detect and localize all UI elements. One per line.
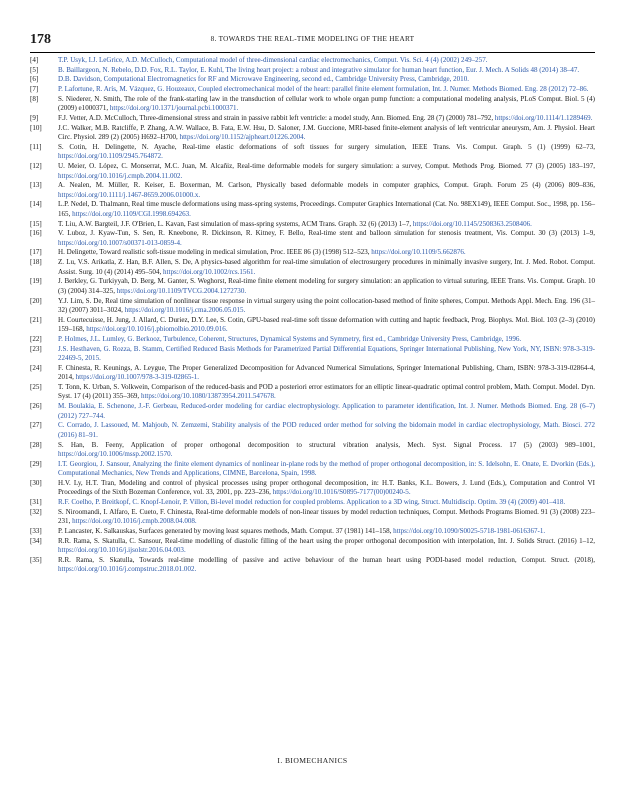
reference-list <box>30 56 595 575</box>
reference-number: [19] <box>30 277 42 286</box>
reference-doi-link[interactable]: https://doi.org/10.1152/ajpheart.01226.2004. <box>179 133 306 142</box>
reference-number: [27] <box>30 421 42 430</box>
reference-text: V. Luboz, J. Kyaw-Tun, S. Sen, R. Kneebone, R. Dickinson, R. Kitney, F. Bello, Real-time stent and balloon simulation for stenosis treatment, Vis. Comput. 30 (3) (2013) 1–9, <box>58 229 595 238</box>
reference-number: [9] <box>30 113 39 122</box>
reference-doi-link[interactable]: https://doi.org/10.1109/TVCG.2004.1272730. <box>116 286 247 295</box>
reference-text: S. Han, B. Feeny, Application of proper orthogonal decomposition to structural vibration analysis, Mech. Syst. Signal Process. 17 (5) (2003) 989–1001, <box>58 440 595 449</box>
reference-number: [23] <box>30 344 42 353</box>
reference-number: [15] <box>30 219 42 228</box>
reference-text: A. Nealen, M. Müller, R. Keiser, E. Boxerman, M. Carlson, Physically based deformable models in computer graphics, Comput. Graph. Forum 25 (4) (2006) 809–836, <box>58 181 595 190</box>
reference-item[interactable] <box>30 75 595 85</box>
footer-title: I. BIOMECHANICS <box>277 756 348 765</box>
reference-item <box>30 316 595 335</box>
reference-text: J.C. Walker, M.B. Ratcliffe, P. Zhang, A.W. Wallace, B. Fata, E.W. Hsu, D. Saloner, J.M. Guccione, MRI-based finite-element analysis of left ventricular aneurysm, Am. J. Physiol. Heart Circ. Physiol. 289 (2) (2005) H692–H700, <box>58 123 595 142</box>
reference-text: S. Niederer, N. Smith, The role of the frank-starling law in the transduction of cellular work to whole organ pump function: a computational modeling analysis, PLoS Comput. Biol. 5 (4) (2009) e1000371, <box>58 94 595 113</box>
page-header <box>30 32 595 48</box>
reference-number: [13] <box>30 181 42 190</box>
reference-text: H. Courtecuisse, H. Jung, J. Allard, C. Duriez, D.Y. Lee, S. Cotin, GPU-based real-time soft tissue deformation with cutting and haptic feedback, Prog. Biophys. Mol. Biol. 103 (2–3) (2010) 159–168, <box>58 315 595 334</box>
reference-text[interactable]: R.F. Coelho, P. Breitkopf, C. Knopf-Lenoir, P. Villon, Bi-level model reduction for coupled problems. Application to a 3D wing, Struct. Multidiscip. Optim. 39 (4) (2009) 401–418. <box>58 498 566 507</box>
reference-item <box>30 441 595 460</box>
reference-doi-link[interactable]: https://doi.org/10.1007/978-3-319-02865-1. <box>75 373 200 382</box>
reference-number: [5] <box>30 65 39 74</box>
reference-number: [34] <box>30 536 42 545</box>
reference-item[interactable] <box>30 421 595 440</box>
reference-number: [18] <box>30 258 42 267</box>
reference-doi-link[interactable]: https://doi.org/10.1080/13873954.2011.547678. <box>140 392 276 401</box>
reference-number: [31] <box>30 498 42 507</box>
reference-item <box>30 114 595 124</box>
reference-doi-link[interactable]: https://doi.org/10.1016/j.cmpb.2008.04.008. <box>72 517 197 526</box>
reference-text: J. Berkley, G. Turkiyyah, D. Berg, M. Ganter, S. Weghorst, Real-time finite element modeling for surgery simulation: an application to virtual suturing, IEEE Trans. Vis. Comput. Graph. 10 (3) (2004) 314–325, <box>58 277 595 295</box>
header-rule <box>30 52 595 53</box>
reference-number: [14] <box>30 200 42 209</box>
reference-text: H.V. Ly, H.T. Tran, Modeling and control of physical processes using proper orthogonal decomposition, in: H.T. Banks, K.L. Bowers, J. Lund (Eds.), Computation and Control VI Proceedings of the Sixth Bozeman Conference, vol. 33, 2001, pp. 223–236, <box>58 478 595 497</box>
reference-item[interactable] <box>30 460 595 479</box>
reference-item[interactable] <box>30 335 595 345</box>
reference-number: [4] <box>30 56 39 64</box>
reference-text: R.R. Rama, S. Skatulla, C. Sansour, Real-time modelling of diastolic filling of the heart using the proper orthogonal decomposition with interpolation, Int. J. Solids Struct. (2016) 1–12, <box>58 536 595 545</box>
reference-doi-link[interactable]: https://doi.org/10.1016/j.pbiomolbio.2010.09.016. <box>86 325 228 334</box>
reference-item <box>30 95 595 114</box>
reference-item <box>30 297 595 316</box>
reference-text[interactable]: T.P. Usyk, I.J. LeGrice, A.D. McCulloch, Computational model of three-dimensional cardiac electromechanics, Comput. Vis. Sci. 4 (4) (2002) 249–257. <box>58 56 488 64</box>
reference-item <box>30 508 595 527</box>
reference-text: P. Lancaster, K. Salkauskas, Surfaces generated by moving least squares methods, Math. Comput. 37 (1981) 141–158, <box>58 526 394 535</box>
reference-text[interactable]: J.S. Hesthaven, G. Rozza, B. Stamm, Certified Reduced Basis Methods for Parametrized Partial Differential Equations, Springer International Publishing, New York, NY, ISBN: 978-3-319-22469-5, 2015. <box>58 344 595 363</box>
running-head: 8. TOWARDS THE REAL-TIME MODELING OF THE HEART <box>210 35 415 43</box>
reference-number: [17] <box>30 248 42 257</box>
reference-item[interactable] <box>30 498 595 508</box>
reference-number: [35] <box>30 555 42 564</box>
reference-doi-link[interactable]: https://doi.org/10.1016/j.ijsolstr.2016.04.003. <box>58 546 186 555</box>
reference-item <box>30 143 595 162</box>
reference-number: [26] <box>30 402 42 411</box>
reference-number: [33] <box>30 526 42 535</box>
reference-doi-link[interactable]: https://doi.org/10.1006/mssp.2002.1570. <box>58 450 173 458</box>
reference-item[interactable] <box>30 85 595 95</box>
reference-doi-link[interactable]: https://doi.org/10.1109/5.662876. <box>371 248 466 257</box>
reference-doi-link[interactable]: https://doi.org/10.1111/j.1467-8659.2006.01000.x. <box>58 190 201 199</box>
reference-item <box>30 248 595 258</box>
reference-number: [24] <box>30 363 42 372</box>
reference-text: F.J. Vetter, A.D. McCulloch, Three-dimensional stress and strain in passive rabbit left ventricle: a model study, Ann. Biomed. Eng. 28 (7) (2000) 781–792, <box>58 113 495 122</box>
reference-item <box>30 479 595 498</box>
reference-text: F. Chinesta, R. Keunings, A. Leygue, The Proper Generalized Decomposition for Advanced Numerical Simulations, Springer International Publishing, Cham, ISBN: 978-3-319-02864-4, 2014, <box>58 363 595 382</box>
reference-item <box>30 556 595 575</box>
reference-number: [25] <box>30 382 42 391</box>
reference-number: [16] <box>30 229 42 238</box>
reference-doi-link[interactable]: https://doi.org/10.1016/S0895-7177(00)00240-5. <box>272 488 411 497</box>
reference-doi-link[interactable]: https://doi.org/10.1016/j.cma.2006.05.015. <box>124 306 246 314</box>
reference-number: [32] <box>30 507 42 516</box>
reference-number: [22] <box>30 334 42 343</box>
reference-text: T. Liu, A.W. Bargteil, J.F. O'Brien, L. Kavan, Fast simulation of mass-spring systems, ACM Trans. Graph. 32 (6) (2013) 1–7, <box>58 219 413 228</box>
page-number: 178 <box>30 32 51 47</box>
reference-text: Y.J. Lim, S. De, Real time simulation of nonlinear tissue response in virtual surgery using the point collocation-based method of finite spheres, Comput. Methods Appl. Mech. Eng. 196 (31–32) (2007) 3011–3024, <box>58 296 595 314</box>
reference-text[interactable]: P. Lafortune, R. Arís, M. Vázquez, G. Houzeaux, Coupled electromechanical model of the heart: parallel finite element formulation, Int. J. Numer. Methods Biomed. Eng. 28 (2012) 72–86. <box>58 85 589 94</box>
reference-doi-link[interactable]: https://doi.org/10.1114/1.1289469. <box>494 113 593 122</box>
reference-number: [10] <box>30 123 42 132</box>
reference-number: [8] <box>30 94 39 103</box>
reference-doi-link[interactable]: https://doi.org/10.1016/j.cmpb.2004.11.002. <box>58 171 183 180</box>
reference-number: [6] <box>30 75 39 84</box>
reference-doi-link[interactable]: https://doi.org/10.1145/2508363.2508406. <box>412 219 532 228</box>
reference-item <box>30 277 595 296</box>
reference-doi-link[interactable]: https://doi.org/10.1002/rcs.1561. <box>163 267 256 276</box>
reference-doi-link[interactable]: https://doi.org/10.1090/S0025-5718-1981-0616367-1. <box>393 526 546 535</box>
reference-item <box>30 383 595 402</box>
reference-text: T. Tonn, K. Urban, S. Volkwein, Comparison of the reduced-basis and POD a posteriori error estimators for an elliptic linear-quadratic optimal control problem, Math. Comput. Model. Dyn. Syst. 17 (4) (2011) 355–369, <box>58 382 595 401</box>
reference-number: [29] <box>30 459 42 468</box>
reference-text: S. Niroomandi, I. Alfaro, E. Cueto, F. Chinesta, Real-time deformable models of non-linear tissues by model reduction techniques, Comput. Methods Programs Biomed. 91 (3) (2008) 223–231, <box>58 507 595 526</box>
reference-item <box>30 124 595 143</box>
reference-item <box>30 258 595 277</box>
reference-doi-link[interactable]: https://doi.org/10.1371/journal.pcbi.1000371. <box>109 104 239 113</box>
reference-text: S. Cotin, H. Delingette, N. Ayache, Real-time elastic deformations of soft tissues for surgery simulation, IEEE Trans. Vis. Comput. Graph. 5 (1) (1999) 62–73, <box>58 142 595 151</box>
reference-text: L.P. Nedel, D. Thalmann, Real time muscle deformations using mass-spring systems, Proceedings. Computer Graphics International (Cat. No. 98EX149), IEEE Comput. Soc., 1998, pp. 156–165, <box>58 200 595 218</box>
reference-item <box>30 200 595 219</box>
reference-text: H. Delingette, Toward realistic soft-tissue modeling in medical simulation, Proc. IEEE 86 (3) (1998) 512–523, <box>58 248 372 257</box>
reference-doi-link[interactable]: https://doi.org/10.1109/2945.764872. <box>58 152 163 161</box>
reference-text[interactable]: D.B. Davidson, Computational Electromagnetics for RF and Microwave Engineering, second ed., Cambridge University Press, Cambridge, 2010. <box>58 75 469 84</box>
reference-text[interactable]: P. Holmes, J.L. Lumley, G. Berkooz, Turbulence, Coherent, Structures, Dynamical Systems and Symmetry, first ed., Cambridge University Press, Cambridge, 1996. <box>58 334 522 343</box>
reference-number: [7] <box>30 85 39 94</box>
reference-text[interactable]: C. Corrado, J. Lassoued, M. Mahjoub, N. Zemzemi, Stability analysis of the POD reduced order method for solving the bidomain model in cardiac electrophysiology, Math. Biosci. 272 (2016) 81–91. <box>58 421 595 439</box>
reference-number: [30] <box>30 478 42 487</box>
reference-item <box>30 527 595 537</box>
reference-item[interactable] <box>30 56 595 66</box>
reference-text[interactable]: B. Baillargeon, N. Rebelo, D.D. Fox, R.L. Taylor, E. Kuhl, The living heart project: a robust and integrative simulator for human heart function, Eur. J. Mech. A Solids 48 (2014) 38–47. <box>58 65 580 74</box>
reference-number: [28] <box>30 440 42 449</box>
reference-doi-link[interactable]: https://doi.org/10.1007/s00371-013-0859-4. <box>58 238 182 247</box>
reference-item[interactable] <box>30 402 595 421</box>
reference-item <box>30 220 595 230</box>
reference-item <box>30 364 595 383</box>
reference-item <box>30 229 595 248</box>
reference-text: U. Meier, O. López, C. Monserrat, M.C. Juan, M. Alcañiz, Real-time deformable models for surgery simulation: a survey, Comput. Methods Prog. Biomed. 77 (3) (2005) 183–197, <box>58 162 595 170</box>
reference-number: [20] <box>30 296 42 305</box>
reference-number: [21] <box>30 315 42 324</box>
reference-doi-link[interactable]: https://doi.org/10.1109/CGI.1998.694263. <box>72 209 191 218</box>
reference-item <box>30 537 595 556</box>
reference-number: [12] <box>30 162 42 170</box>
reference-doi-link[interactable]: https://doi.org/10.1016/j.compstruc.2018.01.002. <box>58 565 197 574</box>
reference-item[interactable] <box>30 66 595 76</box>
reference-item <box>30 162 595 181</box>
reference-text: R.R. Rama, S. Skatulla, Towards real-time modelling of passive and active behaviour of the human heart using PODI-based model reduction, Comput. Struct. (2018), <box>58 555 595 564</box>
reference-item[interactable] <box>30 345 595 364</box>
reference-number: [11] <box>30 142 42 151</box>
reference-text[interactable]: I.T. Georgiou, J. Sansour, Analyzing the finite element dynamics of nonlinear in-plane rods by the method of proper orthogonal decomposition, in: S. Idelsohn, E. Onate, E. Dvorkin (Eds.), Computational Mechanics, New Trends and Applications, CIMNE, Barcelona, Spain, 1998. <box>58 459 595 478</box>
reference-text[interactable]: M. Boulakia, E. Schenone, J.-F. Gerbeau, Reduced-order modeling for cardiac electrophysiology. Application to parameter identification, Int. J. Numer. Methods Biomed. Eng. 28 (6–7) (2012) 727–744. <box>58 402 595 420</box>
reference-item <box>30 181 595 200</box>
reference-text: Z. Lu, V.S. Arikatla, Z. Han, B.F. Allen, S. De, A physics-based algorithm for real-time simulation of electrosurgery procedures in minimally invasive surgery, Int. J. Med. Robot. Comput. Assist. Surg. 10 (4) (2014) 495–504, <box>58 258 595 276</box>
